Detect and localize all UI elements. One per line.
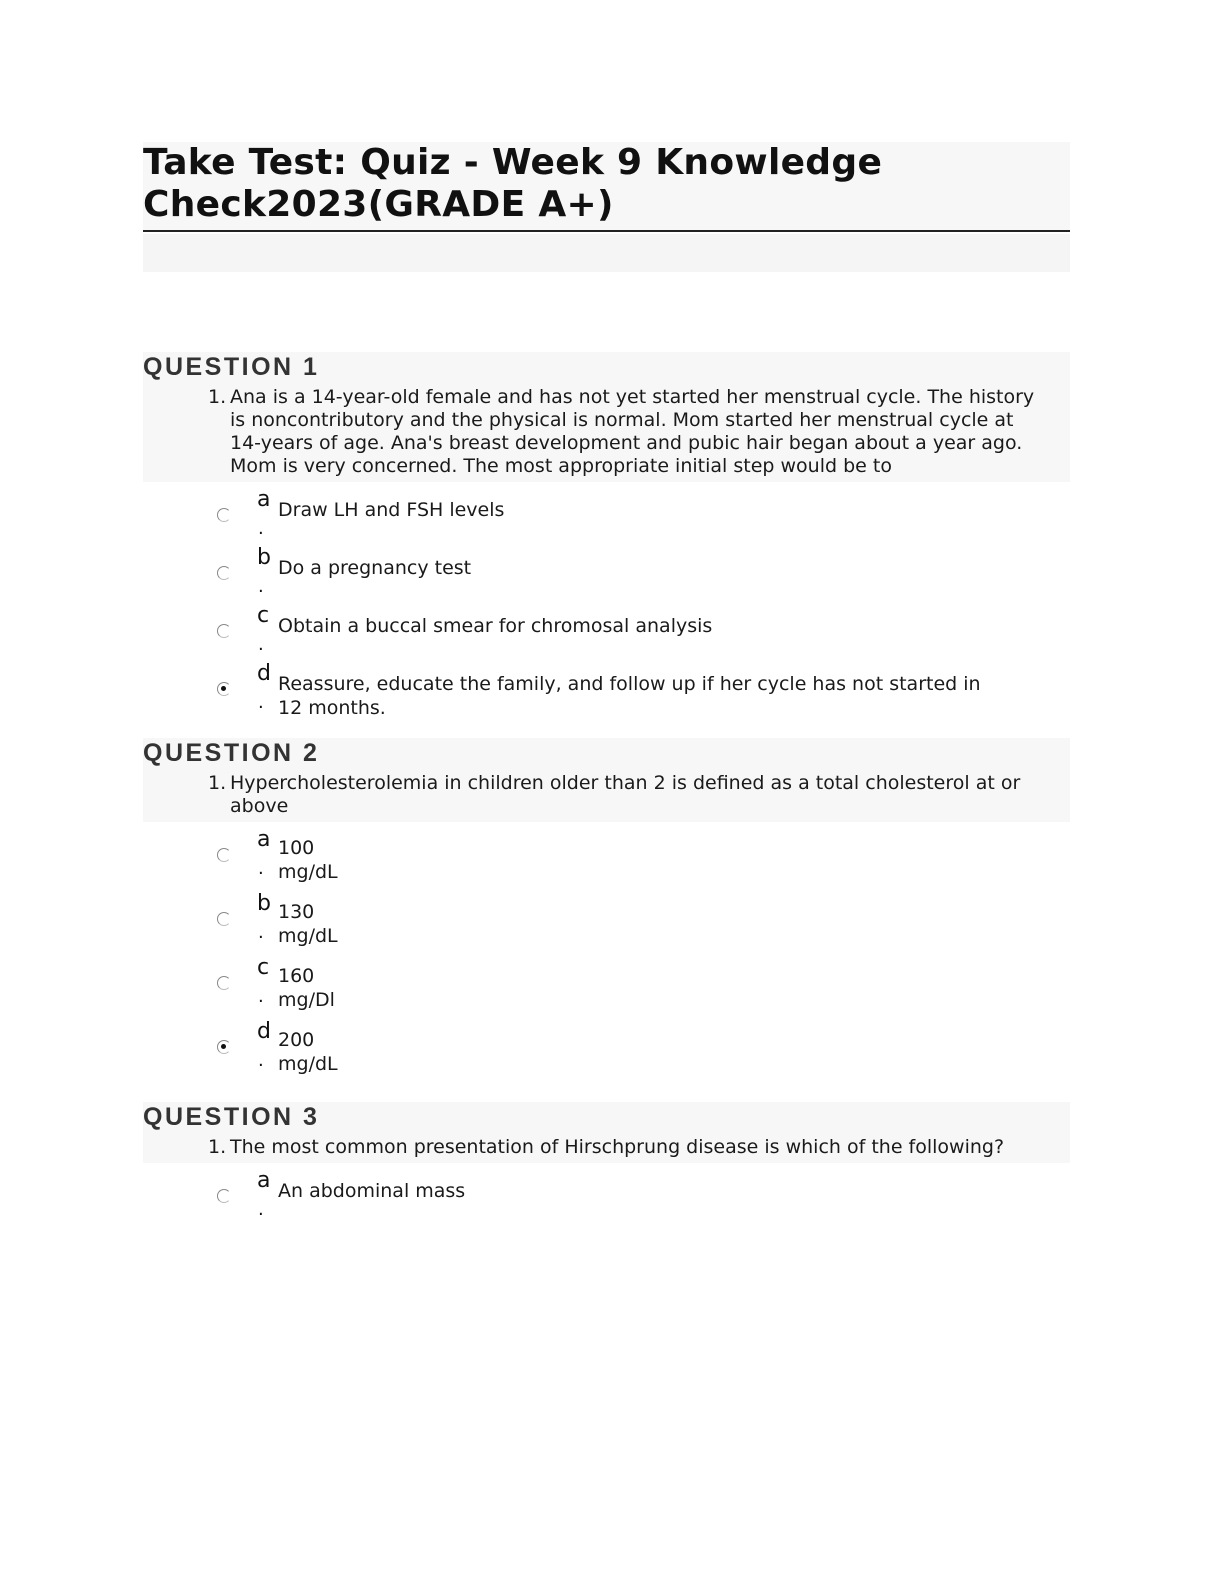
option-letter: [257, 662, 275, 712]
answer-option-a[interactable]: [217, 488, 1070, 546]
option-text: Reassure, educate the family, and follow up if her cycle has not started in 12 months.: [278, 673, 981, 719]
question-number: 1.: [208, 772, 227, 794]
option-letter-dot: .: [258, 986, 264, 1007]
question-number: 1.: [208, 1136, 227, 1158]
option-letter: [257, 1169, 275, 1219]
question-number: 1.: [208, 386, 227, 408]
answer-option-c[interactable]: [217, 956, 1070, 1020]
option-letter: [257, 604, 275, 654]
option-text: 130 mg/dL: [278, 901, 338, 947]
option-letter: [257, 546, 275, 596]
option-letter: [257, 488, 275, 538]
radio-icon[interactable]: [217, 624, 231, 638]
option-letter: [257, 1020, 275, 1070]
option-text: 200 mg/dL: [278, 1029, 338, 1075]
question-prompt: The most common presentation of Hirschprung disease is which of the following?: [230, 1136, 1005, 1158]
question-header: [143, 352, 1070, 482]
answer-options: [143, 1169, 1070, 1227]
question-text: [143, 386, 1070, 480]
answer-options: [143, 488, 1070, 720]
question-1: [143, 352, 1070, 720]
option-letter-text: d: [257, 1019, 271, 1044]
answer-option-c[interactable]: [217, 604, 1070, 662]
option-letter-text: b: [257, 891, 271, 916]
radio-icon[interactable]: [217, 912, 231, 926]
question-3: [143, 1102, 1070, 1227]
option-letter-dot: .: [258, 576, 264, 597]
option-text: Do a pregnancy test: [278, 557, 472, 579]
option-letter-dot: .: [258, 518, 264, 539]
answer-option-d[interactable]: [217, 662, 1070, 720]
radio-selected-icon[interactable]: [217, 1040, 231, 1054]
option-letter-text: a: [257, 827, 271, 852]
option-letter-text: c: [257, 603, 270, 628]
option-letter-dot: .: [258, 634, 264, 655]
question-prompt: Ana is a 14-year-old female and has not yet started her menstrual cycle. The history is noncontributory and the physical is normal. Mom started her menstrual cycle at 14-years of age. Ana's breast development and pubic hair began about a year ago. Mom is very concerned. The most appropriate initial step would be to: [230, 386, 1035, 477]
info-bar: [143, 234, 1070, 272]
question-text: [143, 772, 1070, 820]
option-letter: [257, 892, 275, 942]
question-heading: QUESTION 1: [143, 353, 320, 381]
option-letter-text: a: [257, 487, 271, 512]
answer-option-b[interactable]: [217, 546, 1070, 604]
answer-option-d[interactable]: [217, 1020, 1070, 1084]
title-box: [143, 142, 1070, 232]
option-letter-text: b: [257, 545, 271, 570]
option-letter-text: a: [257, 1168, 271, 1193]
radio-selected-icon[interactable]: [217, 682, 231, 696]
question-text: [143, 1136, 1070, 1161]
option-letter-text: c: [257, 955, 270, 980]
radio-icon[interactable]: [217, 1189, 231, 1203]
option-text: Obtain a buccal smear for chromosal analysis: [278, 615, 713, 637]
option-text: 100 mg/dL: [278, 837, 338, 883]
answer-option-b[interactable]: [217, 892, 1070, 956]
question-heading: QUESTION 3: [143, 1103, 320, 1131]
question-prompt: Hypercholesterolemia in children older than 2 is defined as a total cholesterol at or above: [230, 772, 1021, 817]
option-letter-dot: .: [258, 1199, 264, 1220]
option-letter-dot: .: [258, 858, 264, 879]
question-heading: QUESTION 2: [143, 739, 320, 767]
option-letter-text: d: [257, 661, 271, 686]
answer-option-a[interactable]: [217, 828, 1070, 892]
option-letter: [257, 828, 275, 878]
option-text: An abdominal mass: [278, 1180, 466, 1202]
option-letter-dot: .: [258, 1050, 264, 1071]
option-text: Draw LH and FSH levels: [278, 499, 505, 521]
radio-icon[interactable]: [217, 508, 231, 522]
question-header: [143, 738, 1070, 822]
option-letter-dot: .: [258, 922, 264, 943]
page-title: Take Test: Quiz - Week 9 Knowledge Check2023(GRADE A+): [143, 142, 883, 225]
radio-icon[interactable]: [217, 566, 231, 580]
radio-icon[interactable]: [217, 848, 231, 862]
option-text: 160 mg/Dl: [278, 965, 335, 1011]
answer-option-a[interactable]: [217, 1169, 1070, 1227]
question-header: [143, 1102, 1070, 1163]
quiz-page: [143, 142, 1070, 1245]
option-letter: [257, 956, 275, 1006]
question-list: [143, 352, 1070, 1227]
radio-icon[interactable]: [217, 976, 231, 990]
option-letter-dot: .: [258, 692, 264, 713]
answer-options: [143, 828, 1070, 1084]
question-2: [143, 738, 1070, 1084]
